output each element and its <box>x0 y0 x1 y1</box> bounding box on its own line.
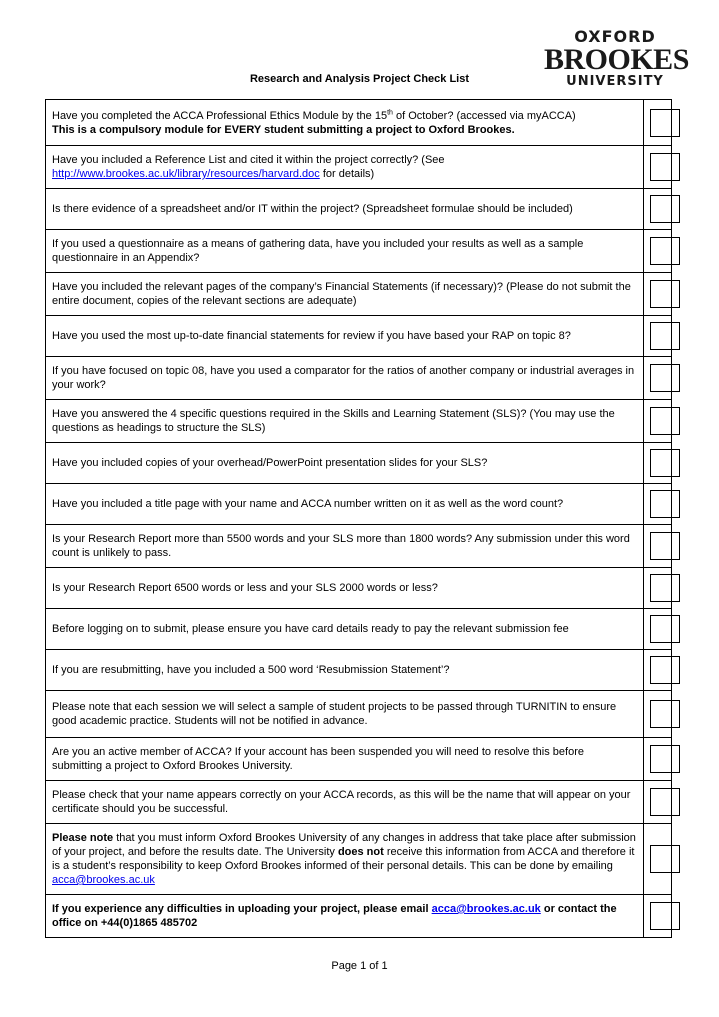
checkbox-cell <box>644 824 672 895</box>
table-row <box>46 895 672 938</box>
question-cell: Have you included the relevant pages of the company’s Financial Statements (if necessary)? (Please do not submit the entire document, copies of the relevant sections are adequate) <box>46 273 644 316</box>
checkbox-cell <box>644 525 672 568</box>
table-row <box>46 691 672 738</box>
checkbox[interactable] <box>650 280 680 308</box>
checkbox-cell <box>644 100 672 146</box>
table-row <box>46 273 672 316</box>
question-text: for details) <box>319 168 375 180</box>
bold-text: Please note <box>52 832 114 844</box>
question-cell: Have you answered the 4 specific questions required in the Skills and Learning Statement (SLS)? (You may use the questions as headings to structure the SLS) <box>46 400 644 443</box>
checkbox[interactable] <box>650 700 680 728</box>
question-cell: Have you used the most up-to-date financial statements for review if you have based your RAP on topic 8? <box>46 316 644 357</box>
question-bold-text: This is a compulsory module for EVERY student submitting a project to Oxford Brookes. <box>52 123 515 136</box>
checkbox[interactable] <box>650 449 680 477</box>
question-cell: Have you included a title page with your name and ACCA number written on it as well as the word count? <box>46 484 644 525</box>
checkbox[interactable] <box>650 656 680 684</box>
question-cell <box>46 146 644 189</box>
superscript: th <box>387 108 393 116</box>
question-cell: Is there evidence of a spreadsheet and/or IT within the project? (Spreadsheet formulae should be included) <box>46 189 644 230</box>
table-row <box>46 824 672 895</box>
question-cell: Are you an active member of ACCA? If your account has been suspended you will need to resolve this before submitting a project to Oxford Brookes University. <box>46 738 644 781</box>
logo-line-2: BROOKES <box>544 43 689 76</box>
question-text: of October? (accessed via myACCA) <box>392 109 576 122</box>
question-cell: Before logging on to submit, please ensure you have card details ready to pay the relevant submission fee <box>46 609 644 650</box>
checkbox[interactable] <box>650 788 680 816</box>
checkbox-cell <box>644 316 672 357</box>
checkbox[interactable] <box>650 237 680 265</box>
checkbox-cell <box>644 146 672 189</box>
checkbox-cell <box>644 609 672 650</box>
checkbox[interactable] <box>650 615 680 643</box>
question-cell <box>46 895 644 938</box>
checkbox-cell <box>644 781 672 824</box>
checkbox-cell <box>644 691 672 738</box>
checkbox-cell <box>644 895 672 938</box>
question-cell <box>46 100 644 146</box>
checkbox-cell <box>644 484 672 525</box>
question-cell: Please check that your name appears correctly on your ACCA records, as this will be the name that will appear on your certificate should you be successful. <box>46 781 644 824</box>
question-cell: Is your Research Report 6500 words or less and your SLS 2000 words or less? <box>46 568 644 609</box>
checkbox[interactable] <box>650 364 680 392</box>
question-cell: Have you included copies of your overhead/PowerPoint presentation slides for your SLS? <box>46 443 644 484</box>
bold-text: If you experience any difficulties in uploading your project, please email <box>52 903 432 915</box>
table-row <box>46 443 672 484</box>
table-row <box>46 189 672 230</box>
question-text: Have you completed the ACCA Professional Ethics Module by the 15 <box>52 109 388 122</box>
email-link[interactable]: acca@brookes.ac.uk <box>431 903 541 915</box>
question-cell: Please note that each session we will select a sample of student projects to be passed through TURNITIN to ensure good academic practice. Students will not be notified in advance. <box>46 691 644 738</box>
checkbox[interactable] <box>650 407 680 435</box>
checkbox[interactable] <box>650 153 680 181</box>
checkbox-cell <box>644 189 672 230</box>
page-number: Page 1 of 1 <box>331 960 388 972</box>
checkbox-cell <box>644 400 672 443</box>
checkbox[interactable] <box>650 322 680 350</box>
checkbox[interactable] <box>650 902 680 930</box>
checklist-table <box>45 99 672 938</box>
question-cell: Is your Research Report more than 5500 words and your SLS more than 1800 words? Any submission under this word count is unlikely to pass. <box>46 525 644 568</box>
checkbox[interactable] <box>650 195 680 223</box>
table-row <box>46 316 672 357</box>
checkbox[interactable] <box>650 532 680 560</box>
table-row <box>46 568 672 609</box>
checkbox-cell <box>644 650 672 691</box>
question-cell <box>46 824 644 895</box>
table-row <box>46 609 672 650</box>
table-row <box>46 738 672 781</box>
harvard-guide-link[interactable]: http://www.brookes.ac.uk/library/resources/harvard.doc <box>52 168 320 180</box>
question-text: that you must inform Oxford Brookes University of any changes in address that take place after submission of your project, and before the results date. The University <box>52 832 636 858</box>
bold-text: does not <box>337 846 384 858</box>
checkbox[interactable] <box>650 109 680 137</box>
checkbox-cell <box>644 230 672 273</box>
checkbox-cell <box>644 443 672 484</box>
checkbox[interactable] <box>650 490 680 518</box>
table-row <box>46 525 672 568</box>
checkbox-cell <box>644 273 672 316</box>
table-row <box>46 100 672 146</box>
question-cell: If you are resubmitting, have you included a 500 word ‘Resubmission Statement’? <box>46 650 644 691</box>
question-text: receive this information from ACCA and therefore it is a student’s responsibility to keep Oxford Brookes informed of their personal details. This can be done by emailing <box>52 846 635 872</box>
table-row <box>46 400 672 443</box>
checkbox-cell <box>644 738 672 781</box>
table-row <box>46 484 672 525</box>
checkbox[interactable] <box>650 745 680 773</box>
question-cell: If you used a questionnaire as a means of gathering data, have you included your results as well as a sample questionnaire in an Appendix? <box>46 230 644 273</box>
table-row <box>46 650 672 691</box>
table-row <box>46 146 672 189</box>
email-link[interactable]: acca@brookes.ac.uk <box>52 874 155 886</box>
checkbox[interactable] <box>650 574 680 602</box>
table-row <box>46 781 672 824</box>
checkbox-cell <box>644 357 672 400</box>
question-cell: If you have focused on topic 08, have you used a comparator for the ratios of another company or industrial averages in your work? <box>46 357 644 400</box>
checkbox-cell <box>644 568 672 609</box>
checkbox[interactable] <box>650 845 680 873</box>
table-row <box>46 230 672 273</box>
page-title: Research and Analysis Project Check List <box>249 73 470 85</box>
bold-text: or contact the office on +44(0)1865 485702 <box>52 903 617 929</box>
logo-line-1: OXFORD <box>574 27 656 46</box>
logo-line-3: UNIVERSITY <box>566 74 664 89</box>
table-row <box>46 357 672 400</box>
question-text: Have you included a Reference List and cited it within the project correctly? (See <box>52 154 445 166</box>
